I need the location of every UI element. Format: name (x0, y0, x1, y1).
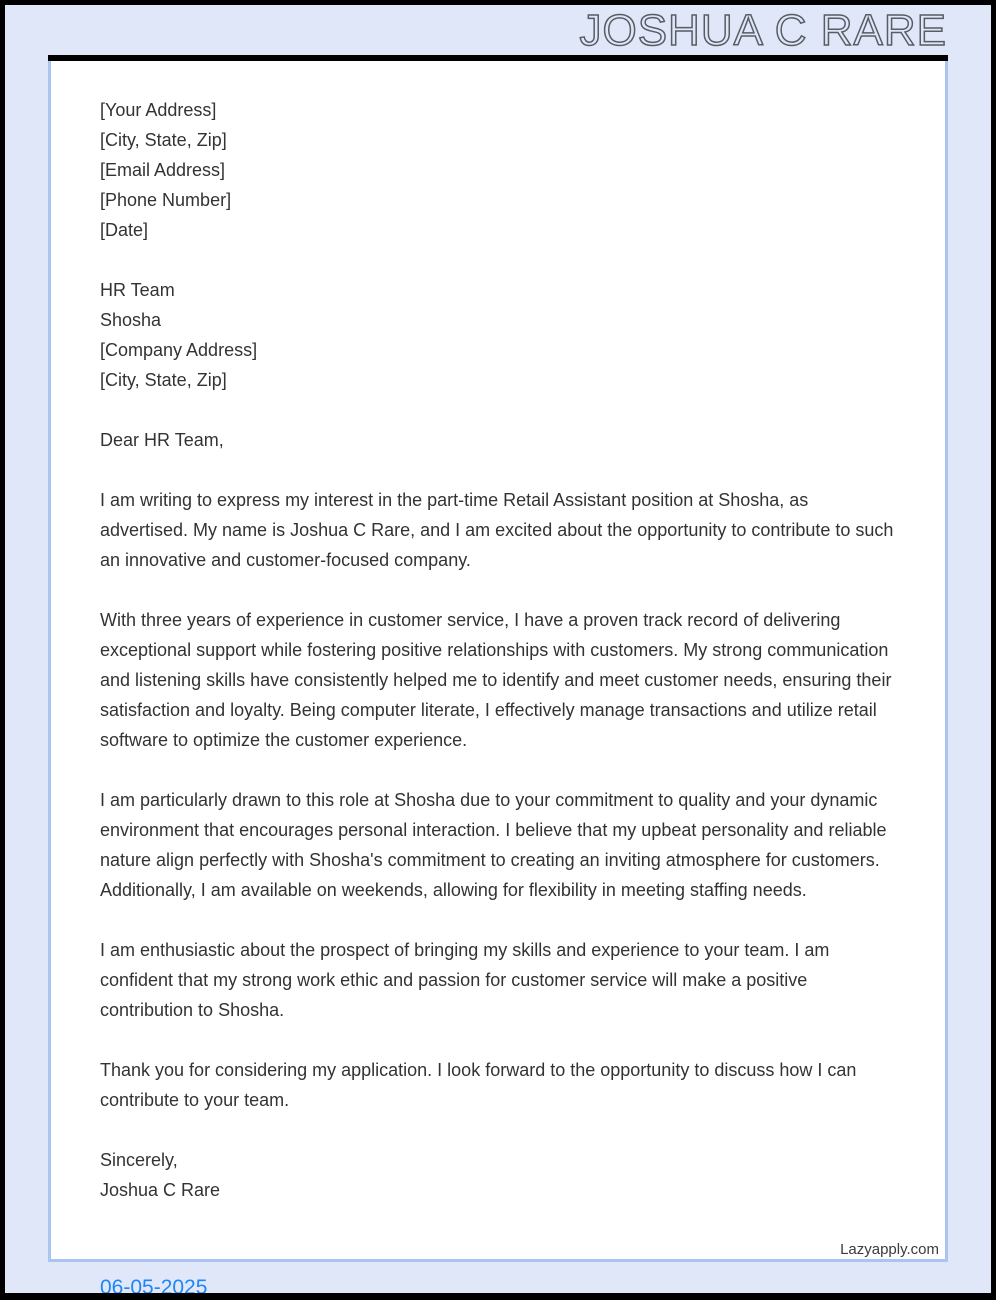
sender-address-line: [Email Address] (100, 160, 226, 180)
sender-address-line: [Phone Number] (100, 190, 232, 210)
recipient-line: [Company Address] (100, 340, 258, 360)
salutation: Dear HR Team, (100, 430, 224, 450)
recipient-line: HR Team (100, 280, 175, 300)
signature-block (100, 1145, 900, 1205)
lazyapply-watermark: Lazyapply.com (840, 1241, 939, 1258)
closing: Sincerely, (100, 1150, 178, 1170)
paragraph-thanks: Thank you for considering my application. I look forward to the opportunity to discuss how I can contribute to your team. (100, 1060, 857, 1110)
letter-body-panel (48, 61, 948, 1262)
sender-address-block (100, 95, 900, 245)
recipient-line: [City, State, Zip] (100, 370, 227, 390)
sender-address-line: [Date] (100, 220, 149, 240)
letter-content (100, 95, 900, 1205)
paragraph-enthusiasm: I am enthusiastic about the prospect of bringing my skills and experience to your team. I am confident that my strong work ethic and passion for customer service will make a positive contribution to Shosha. (100, 940, 830, 1020)
sender-address-line: [Your Address] (100, 100, 217, 120)
generated-date: 06-05-2025 (100, 1276, 208, 1299)
paragraph-experience: With three years of experience in customer service, I have a proven track record of delivering exceptional support while fostering positive relationships with customers. My strong communication and listening skills have consistently helped me to identify and meet customer needs, ensuring their satisfaction and loyalty. Being computer literate, I effectively manage transactions and utilize retail software to optimize the customer experience. (100, 610, 892, 750)
paragraph-motivation: I am particularly drawn to this role at Shosha due to your commitment to quality and your dynamic environment that encourages personal interaction. I believe that my upbeat personality and reliable nature align perfectly with Shosha's commitment to creating an inviting atmosphere for customers. Additionally, I am available on weekends, allowing for flexibility in meeting staffing needs. (100, 790, 887, 900)
paragraph-intro: I am writing to express my interest in the part-time Retail Assistant position at Shosha, as advertised. My name is Joshua C Rare, and I am excited about the opportunity to contribute to such an innovative and customer-focused company. (100, 490, 894, 570)
signature-name: Joshua C Rare (100, 1180, 221, 1200)
sender-address-line: [City, State, Zip] (100, 130, 227, 150)
recipient-line: Shosha (100, 310, 162, 330)
header (5, 5, 991, 55)
recipient-address-block (100, 275, 900, 395)
applicant-name-title: JOSHUA C RARE (579, 6, 947, 55)
